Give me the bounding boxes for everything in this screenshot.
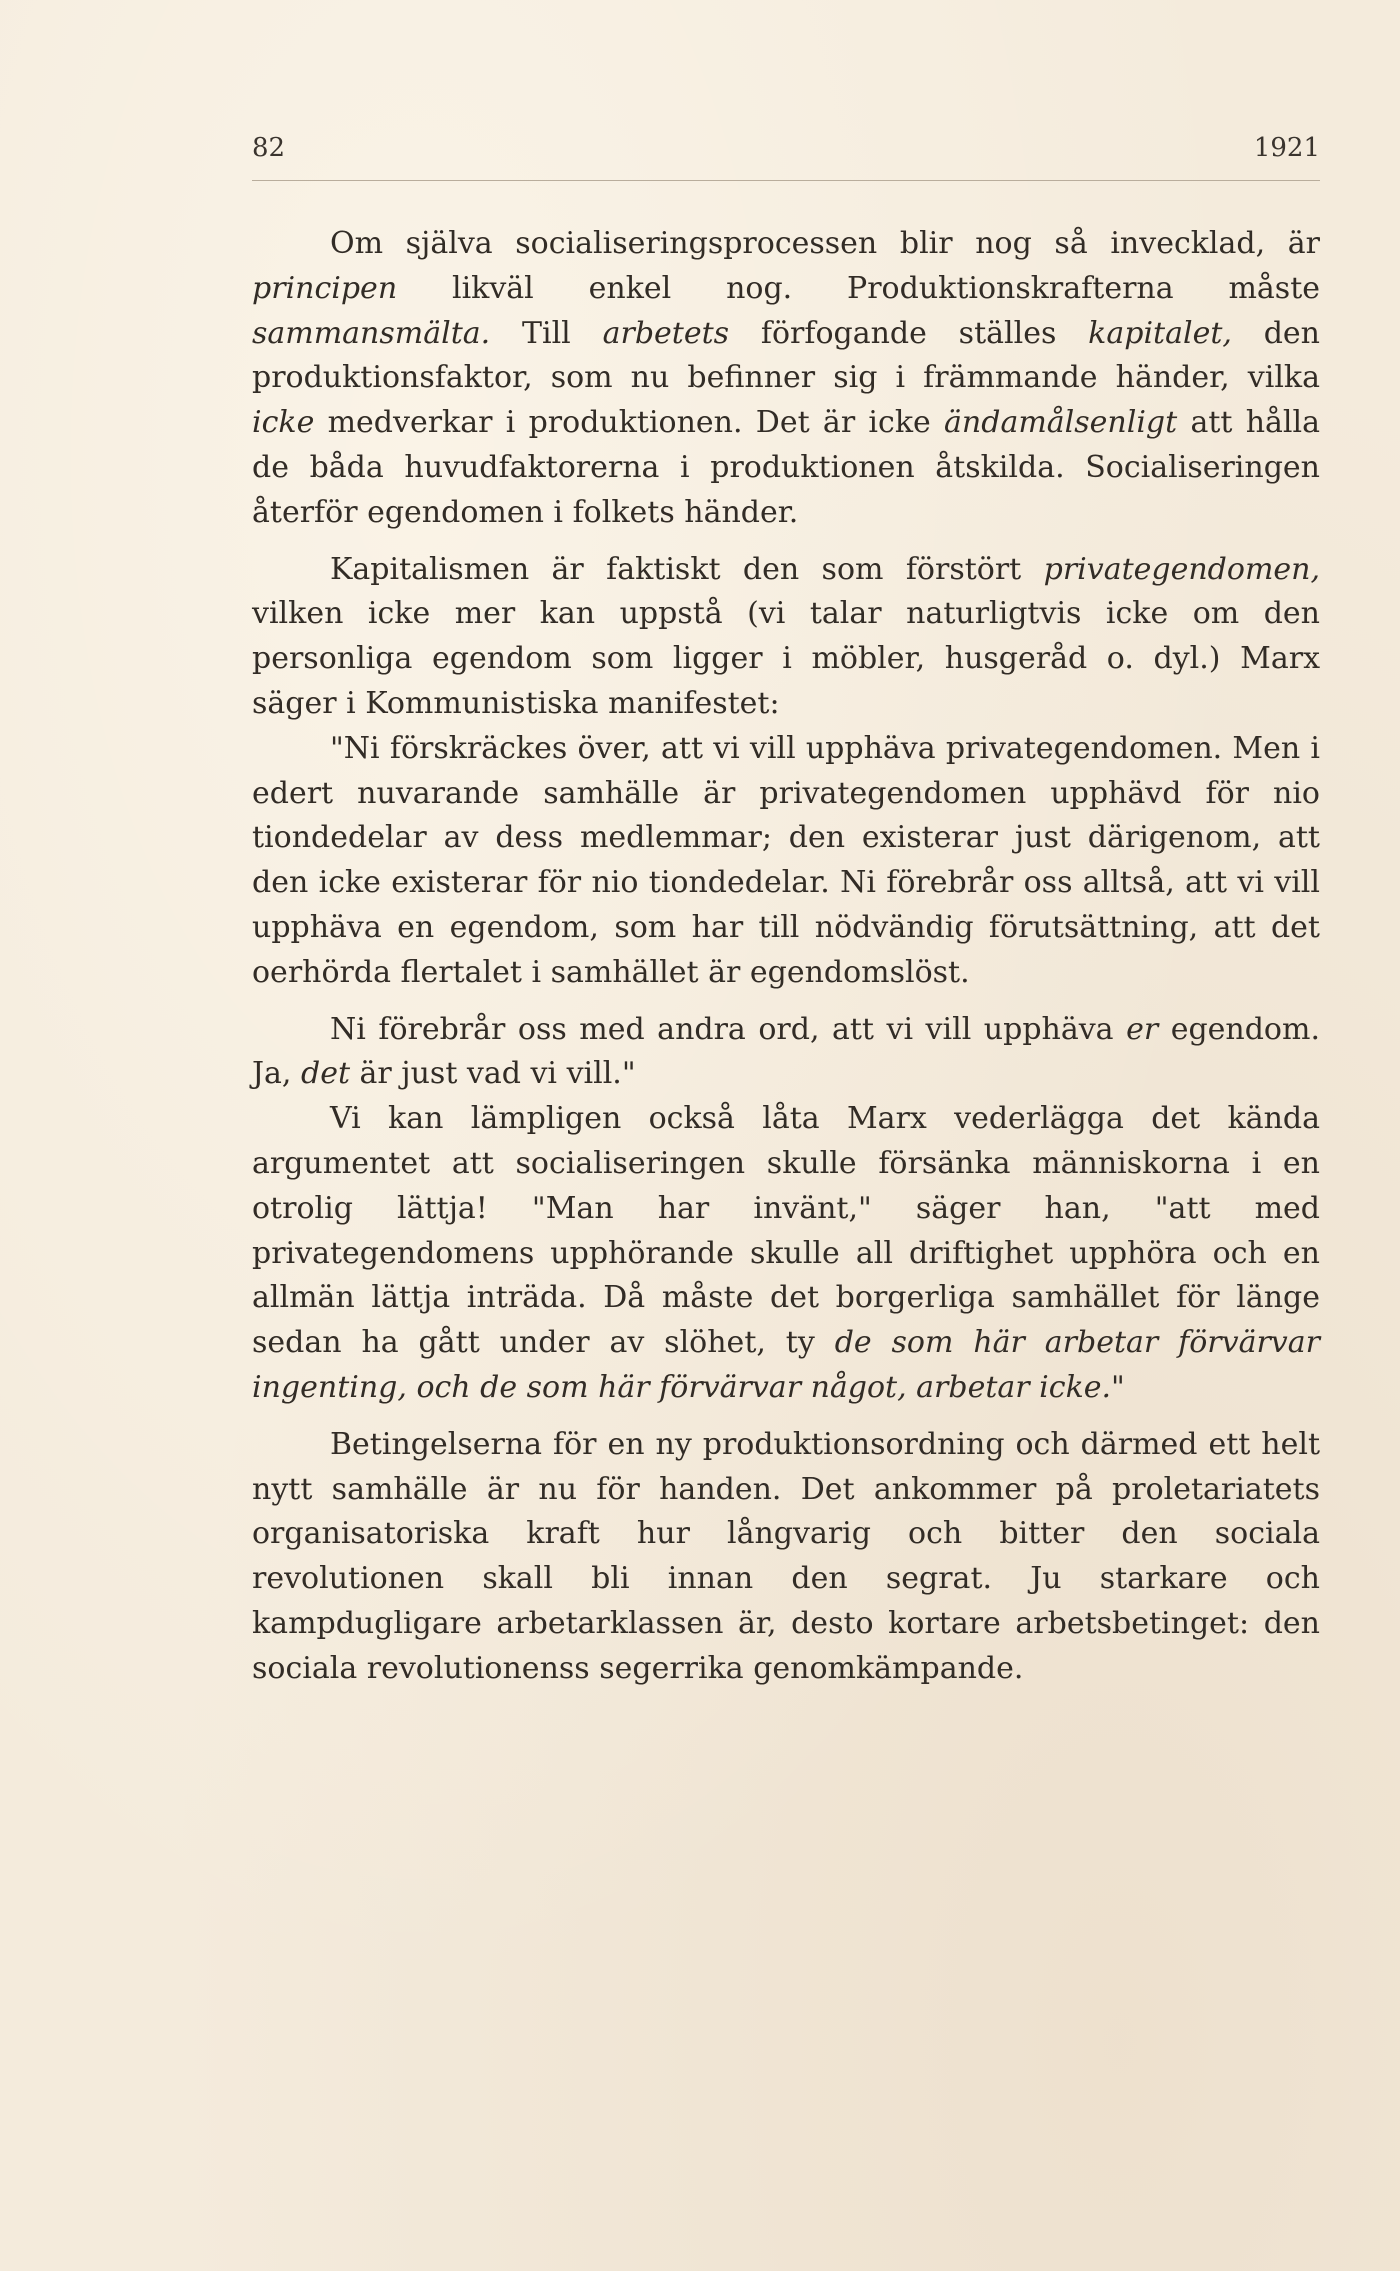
emphasis-segment: sammansmälta.	[252, 315, 491, 351]
text-segment: Till	[490, 315, 603, 351]
paragraph-2	[252, 548, 1320, 727]
emphasis-segment: det	[300, 1056, 350, 1092]
emphasis-segment: er	[1126, 1011, 1159, 1047]
text-segment: Kapitalismen är faktiskt den som förstört	[330, 551, 1044, 587]
text-segment: Betingelserna för en ny produktionsordning och därmed ett helt nytt samhälle är nu för handen. Det ankommer på proletariatets organisatoriska kraft hur långvarig och bitter den sociala revolutionen skall bli innan den segrat. Ju starkare och kampdugligare arbetarklassen är, desto kortare arbetsbetinget: den sociala revolutionenss segerrika genomkämpande.	[252, 1426, 1320, 1686]
text-segment: är just vad vi vill."	[350, 1056, 636, 1092]
text-segment: "	[1111, 1369, 1125, 1405]
page-number: 82	[252, 133, 286, 163]
text-segment: Om själva socialiseringsprocessen blir nog så invecklad, är	[330, 226, 1320, 261]
header-rule	[252, 180, 1320, 181]
text-segment: medverkar i produktionen. Det är icke	[314, 405, 945, 441]
emphasis-segment: kapitalet,	[1088, 315, 1232, 351]
text-segment: "Ni förskräckes över, att vi vill upphäva privategendomen. Men i edert nuvarande samhälle är privategendomen upphävd för nio tiondedelar av dess medlemmar; den existerar just därigenom, att den icke existerar för nio tiondedelar. Ni förebrår oss alltså, att vi vill upphäva en egendom, som har till nödvändig förutsättning, att det oerhörda flertalet i samhället är egendomslöst.	[252, 730, 1320, 990]
text-segment: egendom. Ja,	[252, 1011, 1320, 1092]
paragraph-3	[252, 727, 1320, 996]
paragraph-5	[252, 1097, 1320, 1411]
text-segment: likväl enkel nog. Produktionskrafterna måste	[397, 270, 1320, 306]
page-header	[252, 133, 1320, 177]
text-segment: Ni förebrår oss med andra ord, att vi vill upphäva	[330, 1011, 1127, 1047]
text-segment: Vi kan lämpligen också låta Marx vederlägga det kända argumentet att socialiseringen skulle försänka människorna i en otrolig lättja! "Man har invänt," säger han, "att med privategendomens upphörande skulle all driftighet upphöra och en allmän lättja inträda. Då måste det borgerliga samhället för länge sedan ha gått under av slöhet, ty	[252, 1101, 1320, 1361]
text-segment: den produktionsfaktor, som nu befinner sig i främmande händer, vilka	[252, 315, 1321, 396]
emphasis-segment: principen	[252, 270, 398, 306]
body-text	[252, 222, 1320, 1692]
emphasis-segment: privategendomen,	[1043, 551, 1320, 587]
text-segment: att hålla de båda huvudfaktorerna i produktionen åtskilda. Socialiseringen återför egendomen i folkets händer.	[252, 405, 1320, 530]
emphasis-segment: ändamålsenligt	[944, 405, 1178, 441]
emphasis-segment: de som här arbetar förvärvar ingenting, och de som här förvärvar något, arbetar icke.	[252, 1325, 1320, 1405]
paragraph-1	[252, 222, 1320, 536]
page-year: 1921	[1253, 133, 1320, 163]
emphasis-segment: icke	[252, 405, 315, 441]
text-segment: förfogande ställes	[729, 315, 1089, 351]
text-segment: vilken icke mer kan uppstå (vi talar naturligtvis icke om den personliga egendom som ligger i möbler, husgeråd o. dyl.) Marx säger i Kommunistiska manifestet:	[252, 596, 1320, 721]
paragraph-4	[252, 1008, 1320, 1098]
marx-quote	[252, 727, 1320, 1097]
emphasis-segment: arbetets	[602, 315, 730, 351]
paragraph-6	[252, 1423, 1320, 1692]
